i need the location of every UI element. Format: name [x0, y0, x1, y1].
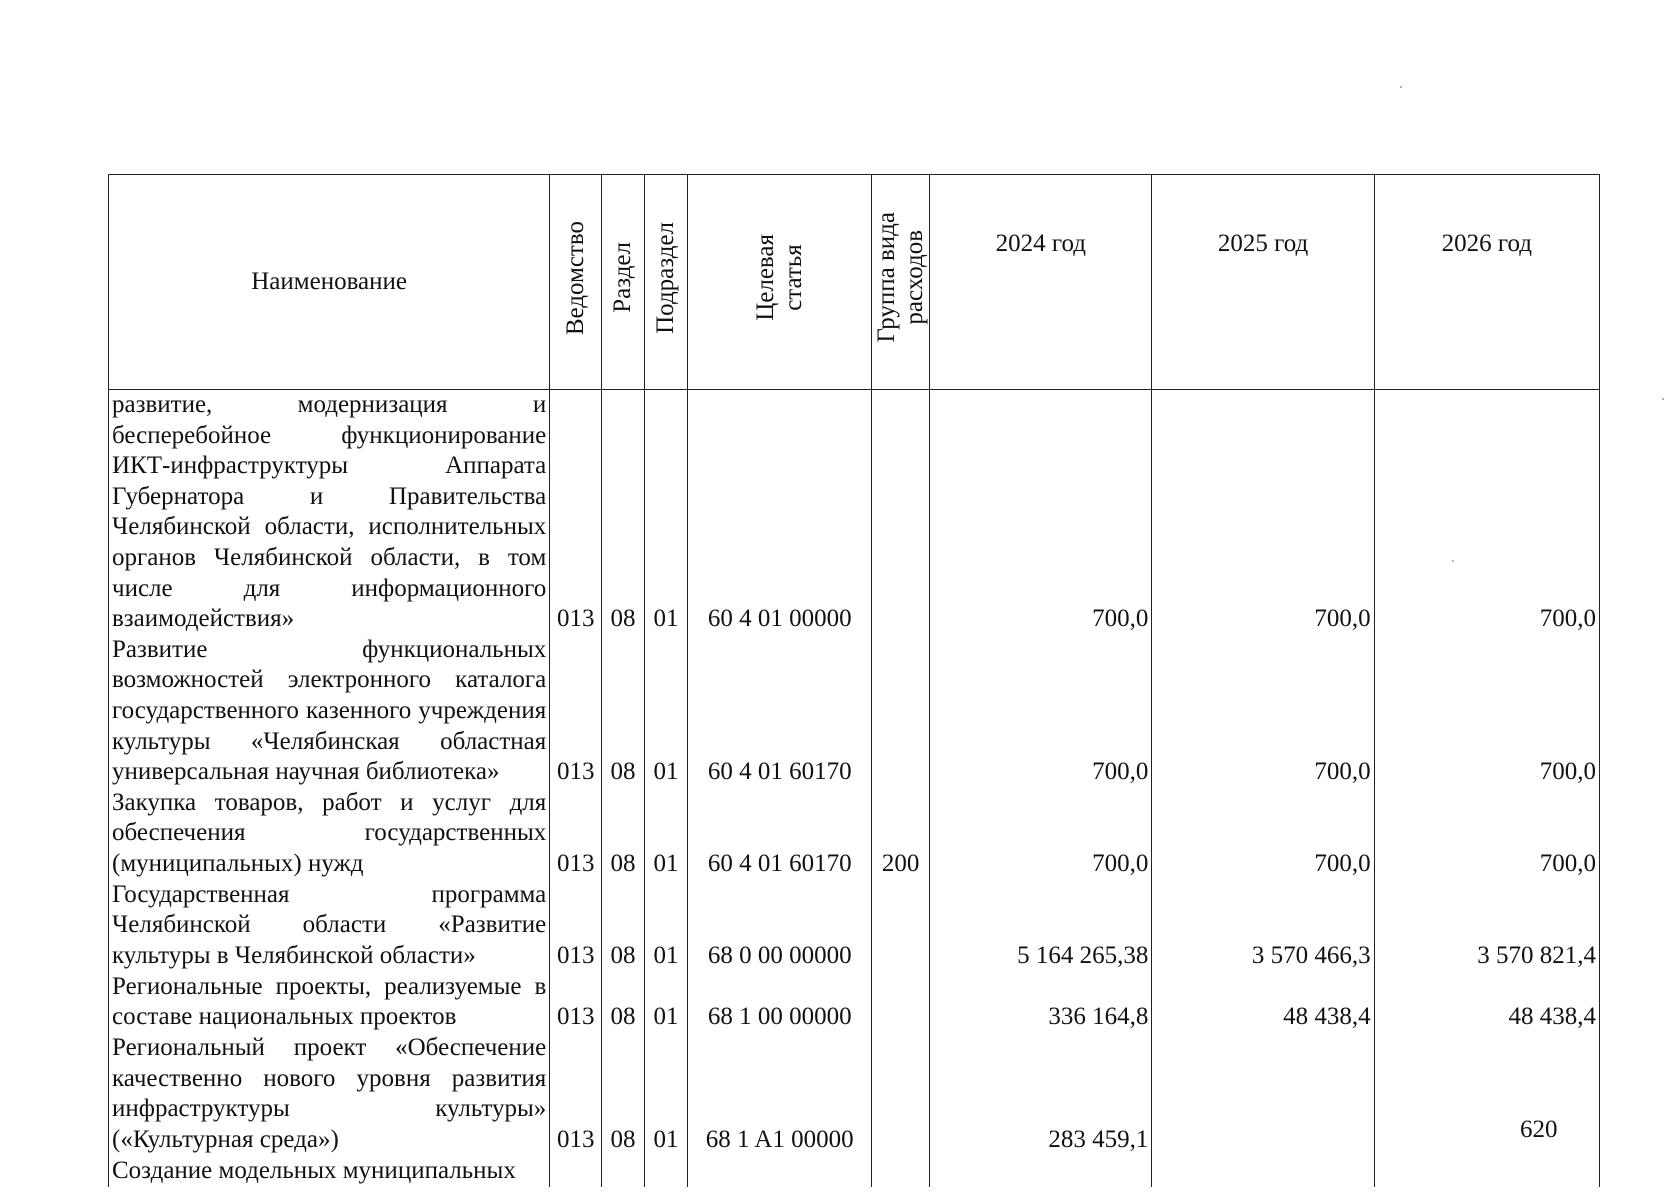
header-department: Ведомство [550, 175, 602, 390]
budget-table [108, 174, 1600, 1187]
row-2024: 700,0 [930, 788, 1152, 880]
row-subsection: 01 [644, 1033, 688, 1156]
row-2026 [1374, 1156, 1599, 1187]
row-target-article: 68 1 A1 00000 [688, 1033, 872, 1156]
table-row [109, 788, 1600, 880]
row-target-article: 68 0 00 00000 [688, 880, 872, 972]
header-expense-group: Группа вида расходов [872, 175, 930, 390]
row-name: развитие, модернизация и бесперебойное функционирование ИКТ-инфраструктуры Аппарата Губернатора и Правительства Челябинской области, исполнительных органов Челябинской области, в том числе для информационного взаимодействия» [109, 390, 550, 635]
row-section [602, 1156, 645, 1187]
row-2026 [1374, 1033, 1599, 1156]
row-name: Региональные проекты, реализуемые в составе национальных проектов [109, 972, 550, 1033]
row-subsection: 01 [644, 635, 688, 788]
row-target-article: 60 4 01 60170 [688, 788, 872, 880]
table-row [109, 972, 1600, 1033]
row-2026: 3 570 821,4 [1374, 880, 1599, 972]
row-department: 013 [550, 972, 602, 1033]
row-name: Создание модельных муниципальных [109, 1156, 550, 1187]
header-target-article: Целевая статья [688, 175, 872, 390]
row-target-article: 68 1 00 00000 [688, 972, 872, 1033]
row-subsection [644, 1156, 688, 1187]
header-name: Наименование [109, 175, 550, 390]
table-row [109, 390, 1600, 635]
row-section: 08 [602, 880, 645, 972]
row-2025: 3 570 466,3 [1152, 880, 1374, 972]
table-row [109, 880, 1600, 972]
row-2025: 700,0 [1152, 635, 1374, 788]
table-row [109, 1033, 1600, 1156]
table-row [109, 1156, 1600, 1187]
scan-speck [1400, 86, 1402, 88]
row-department: 013 [550, 390, 602, 635]
row-target-article: 60 4 01 60170 [688, 635, 872, 788]
header-2025: 2025 год [1152, 175, 1374, 390]
row-expense-group [872, 635, 930, 788]
row-2026: 700,0 [1374, 390, 1599, 635]
scan-speck [1662, 398, 1664, 400]
row-name: Государственная программа Челябинской области «Развитие культуры в Челябинской области» [109, 880, 550, 972]
header-subsection: Подраздел [644, 175, 688, 390]
row-subsection: 01 [644, 972, 688, 1033]
table-row [109, 635, 1600, 788]
row-target-article: 60 4 01 00000 [688, 390, 872, 635]
row-2026: 700,0 [1374, 635, 1599, 788]
row-subsection: 01 [644, 390, 688, 635]
row-2025 [1152, 1033, 1374, 1156]
row-2024: 700,0 [930, 635, 1152, 788]
row-2025: 700,0 [1152, 788, 1374, 880]
row-2024: 700,0 [930, 390, 1152, 635]
row-section: 08 [602, 635, 645, 788]
page-number: 620 [1520, 1116, 1558, 1143]
row-expense-group [872, 880, 930, 972]
row-expense-group [872, 1156, 930, 1187]
row-target-article [688, 1156, 872, 1187]
row-2025 [1152, 1156, 1374, 1187]
row-2024 [930, 1156, 1152, 1187]
header-2024: 2024 год [930, 175, 1152, 390]
row-department: 013 [550, 635, 602, 788]
row-expense-group: 200 [872, 788, 930, 880]
row-section: 08 [602, 390, 645, 635]
row-2026: 48 438,4 [1374, 972, 1599, 1033]
row-2025: 48 438,4 [1152, 972, 1374, 1033]
row-department: 013 [550, 788, 602, 880]
row-2024: 336 164,8 [930, 972, 1152, 1033]
row-expense-group [872, 972, 930, 1033]
row-expense-group [872, 1033, 930, 1156]
row-subsection: 01 [644, 880, 688, 972]
row-department: 013 [550, 880, 602, 972]
row-2024: 283 459,1 [930, 1033, 1152, 1156]
row-name: Региональный проект «Обеспечение качественно нового уровня развития инфраструктуры культуры» («Культурная среда») [109, 1033, 550, 1156]
row-section: 08 [602, 788, 645, 880]
row-2024: 5 164 265,38 [930, 880, 1152, 972]
row-department: 013 [550, 1033, 602, 1156]
row-section: 08 [602, 972, 645, 1033]
header-2026: 2026 год [1374, 175, 1599, 390]
row-2026: 700,0 [1374, 788, 1599, 880]
row-name: Развитие функциональных возможностей электронного каталога государственного казенного учреждения культуры «Челябинская областная универсальная научная библиотека» [109, 635, 550, 788]
row-2025: 700,0 [1152, 390, 1374, 635]
header-row [109, 175, 1600, 390]
scan-speck [1452, 560, 1454, 562]
row-expense-group [872, 390, 930, 635]
row-name: Закупка товаров, работ и услуг для обеспечения государственных (муниципальных) нужд [109, 788, 550, 880]
row-section: 08 [602, 1033, 645, 1156]
row-subsection: 01 [644, 788, 688, 880]
row-department [550, 1156, 602, 1187]
header-section: Раздел [602, 175, 645, 390]
